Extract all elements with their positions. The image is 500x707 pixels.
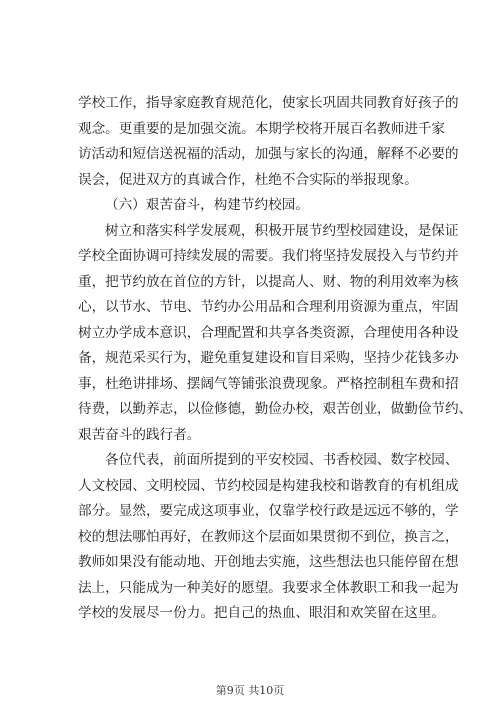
text-line: 学校工作，指导家庭教育规范化，使家长巩固共同教育好孩子的 bbox=[78, 95, 459, 111]
text-line: 重，把节约放在首位的方针，以提高人、财、物的利用效率为核 bbox=[78, 273, 459, 290]
text-line: 观念。更重要的是加强交流。本期学校将开展百名教师进千家 bbox=[78, 120, 446, 137]
text-line: 学校全面协调可持续发展的需要。我们将坚持发展投入与节约并 bbox=[78, 248, 459, 264]
text-line: 法上，只能成为一种美好的愿望。我要求全体教职工和我一起为 bbox=[78, 579, 459, 596]
text-line: 教师如果没有能动地、开创地去实施，这些想法也只能停留在想 bbox=[78, 554, 459, 570]
text-line: 树立办学成本意识，合理配置和共享各类资源，合理使用各种设 bbox=[78, 324, 459, 341]
text-line: 访活动和短信送祝福的活动，加强与家长的沟通，解释不必要的 bbox=[78, 146, 459, 162]
page-footer: 第9页 共10页 bbox=[215, 684, 285, 697]
text-line: 误会，促进双方的真诚合作，杜绝不合实际的举报现象。 bbox=[78, 171, 418, 188]
paragraph bbox=[78, 448, 459, 627]
text-line: 艰苦奋斗的践行者。 bbox=[78, 426, 201, 443]
paragraph bbox=[78, 219, 473, 449]
text-line: 心，以节水、节电、节约办公用品和合理利用资源为重点，牢固 bbox=[78, 299, 459, 315]
document-body bbox=[78, 91, 473, 627]
text-line: 学校的发展尽一份力。把自己的热血、眼泪和欢笑留在这里。 bbox=[78, 605, 446, 621]
text-line: 待费，以勤养志，以俭修德，勤俭办校，艰苦创业，做勤俭节约、 bbox=[78, 401, 473, 417]
text-line: （六）艰苦奋斗，构建节约校园。 bbox=[105, 197, 309, 213]
paragraph bbox=[78, 91, 459, 193]
text-line: 备，规范采买行为，避免重复建设和盲目采购，坚持少花钱多办 bbox=[78, 350, 459, 366]
text-line: 各位代表，前面所提到的平安校园、书香校园、数字校园、 bbox=[105, 452, 459, 468]
text-line: 事，杜绝讲排场、摆阔气等铺张浪费现象。严格控制租车费和招 bbox=[78, 375, 459, 392]
text-line: 人文校园、文明校园、节约校园是构建我校和谐教育的有机组成 bbox=[78, 477, 459, 494]
text-line: 树立和落实科学发展观，积极开展节约型校园建设，是保证 bbox=[105, 222, 459, 239]
paragraph bbox=[78, 193, 424, 219]
text-line: 部分。显然，要完成这项事业，仅靠学校行政是远远不够的，学 bbox=[78, 503, 459, 519]
text-line: 校的想法哪怕再好，在教师这个层面如果贯彻不到位，换言之， bbox=[78, 528, 459, 545]
